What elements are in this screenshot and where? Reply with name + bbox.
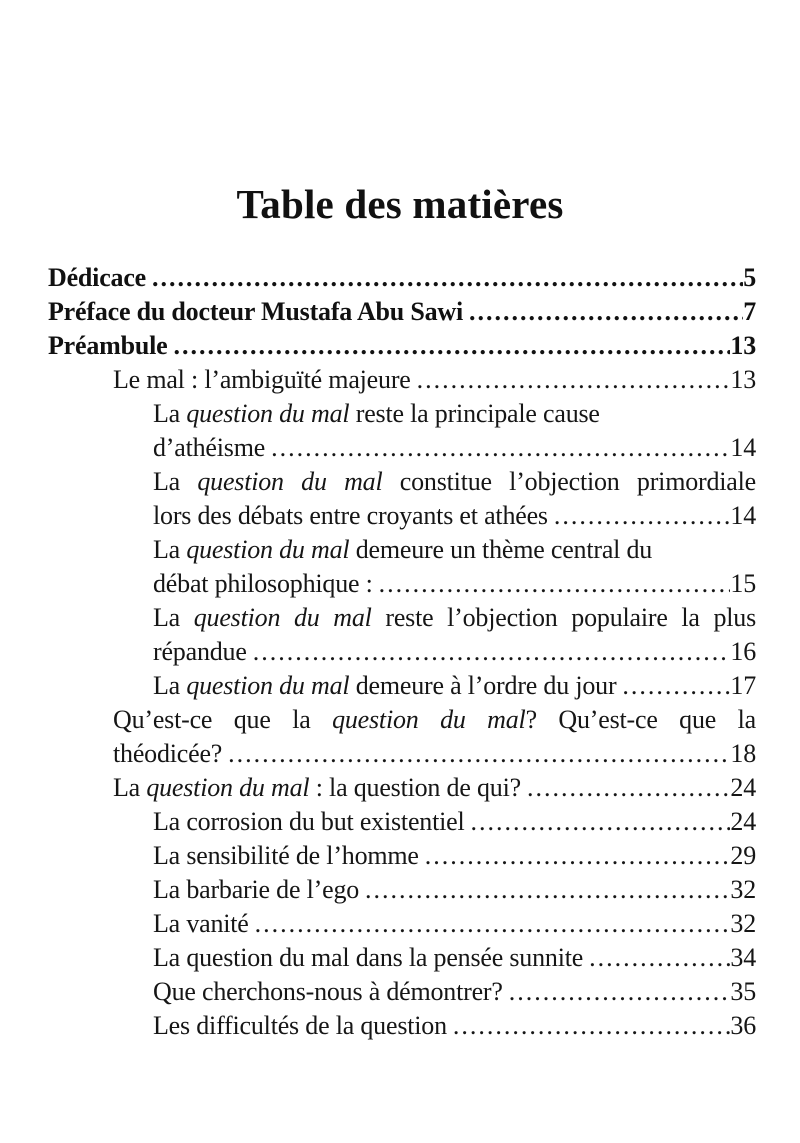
toc-line-text: répandue bbox=[153, 637, 247, 666]
toc-line-text: lors des débats entre croyants et athées bbox=[153, 501, 548, 530]
page-title: Table des matières bbox=[236, 181, 564, 228]
toc-line-text: Que cherchons-nous à démontrer? bbox=[153, 977, 503, 1006]
toc-entry bbox=[48, 771, 756, 805]
dot-leader bbox=[527, 771, 730, 805]
dot-leader bbox=[622, 669, 730, 703]
dot-leader bbox=[255, 907, 731, 941]
dot-leader bbox=[253, 635, 731, 669]
toc-entry bbox=[48, 329, 756, 363]
toc-line: La question du mal reste l’objection populaire la plus bbox=[153, 603, 756, 632]
toc-line bbox=[113, 737, 756, 771]
page-number: 32 bbox=[730, 909, 756, 938]
toc-line-text: Le mal : l’ambiguïté majeure bbox=[113, 365, 411, 394]
dot-leader bbox=[471, 805, 731, 839]
toc-line-text: Préambule bbox=[48, 331, 168, 360]
toc-line: La question du mal reste la principale cause bbox=[153, 399, 600, 428]
toc-entry bbox=[48, 397, 756, 465]
dot-leader bbox=[425, 839, 731, 873]
dot-leader bbox=[271, 431, 730, 465]
toc-line-text: Dédicace bbox=[48, 263, 147, 292]
toc-line bbox=[153, 907, 756, 941]
dot-leader bbox=[589, 941, 730, 975]
toc-line bbox=[153, 975, 756, 1009]
toc-line bbox=[48, 261, 756, 295]
toc-line-text: La question du mal demeure à l’ordre du jour bbox=[153, 671, 617, 700]
toc-entry bbox=[48, 533, 756, 601]
toc-line bbox=[153, 1009, 756, 1043]
page-number: 24 bbox=[730, 807, 756, 836]
toc-line-text: théodicée? bbox=[113, 739, 223, 768]
toc-entry bbox=[48, 363, 756, 397]
page-number: 29 bbox=[730, 841, 756, 870]
dot-leader bbox=[417, 363, 731, 397]
page-number: 24 bbox=[730, 773, 756, 802]
table-of-contents bbox=[48, 261, 756, 1043]
dot-leader bbox=[152, 261, 743, 295]
toc-line bbox=[153, 499, 756, 533]
dot-leader bbox=[379, 567, 731, 601]
toc-line bbox=[153, 805, 756, 839]
page-number: 14 bbox=[730, 501, 756, 530]
page-number: 7 bbox=[743, 297, 756, 326]
page-number: 13 bbox=[730, 365, 756, 394]
toc-line bbox=[153, 635, 756, 669]
toc-entry bbox=[48, 805, 756, 839]
page-number: 17 bbox=[730, 671, 756, 700]
toc-entry bbox=[48, 261, 756, 295]
dot-leader bbox=[228, 737, 730, 771]
toc-entry bbox=[48, 873, 756, 907]
toc-line bbox=[153, 941, 756, 975]
toc-entry bbox=[48, 295, 756, 329]
toc-entry bbox=[48, 839, 756, 873]
toc-entry bbox=[48, 1009, 756, 1043]
toc-line bbox=[113, 771, 756, 805]
toc-entry bbox=[48, 907, 756, 941]
toc-line-text: La question du mal : la question de qui? bbox=[113, 773, 521, 802]
dot-leader bbox=[453, 1009, 731, 1043]
toc-line-text: Les difficultés de la question bbox=[153, 1011, 447, 1040]
toc-line-text: d’athéisme bbox=[153, 433, 266, 462]
dot-leader bbox=[174, 329, 731, 363]
dot-leader bbox=[365, 873, 730, 907]
toc-line bbox=[153, 567, 756, 601]
toc-line-text: La barbarie de l’ego bbox=[153, 875, 360, 904]
toc-entry bbox=[48, 669, 756, 703]
toc-line bbox=[153, 873, 756, 907]
toc-line: La question du mal demeure un thème central du bbox=[153, 535, 653, 564]
toc-entry bbox=[48, 601, 756, 669]
toc-line: Qu’est-ce que la question du mal? Qu’est-ce que la bbox=[113, 705, 756, 734]
toc-line-text: La question du mal dans la pensée sunnite bbox=[153, 943, 584, 972]
page-number: 5 bbox=[743, 263, 756, 292]
page-number: 15 bbox=[730, 569, 756, 598]
page-number: 32 bbox=[730, 875, 756, 904]
page-number: 34 bbox=[730, 943, 756, 972]
toc-line bbox=[153, 431, 756, 465]
toc-line bbox=[113, 363, 756, 397]
toc-line bbox=[153, 839, 756, 873]
page-number: 14 bbox=[730, 433, 756, 462]
toc-entry bbox=[48, 941, 756, 975]
page-number: 18 bbox=[730, 739, 756, 768]
toc-line: La question du mal constitue l’objection primordiale bbox=[153, 467, 757, 496]
page-number: 16 bbox=[730, 637, 756, 666]
toc-line bbox=[48, 329, 756, 363]
dot-leader bbox=[554, 499, 731, 533]
dot-leader bbox=[469, 295, 743, 329]
toc-line bbox=[153, 669, 756, 703]
toc-line bbox=[48, 295, 756, 329]
page-number: 35 bbox=[730, 977, 756, 1006]
toc-line-text: La sensibilité de l’homme bbox=[153, 841, 419, 870]
toc-entry bbox=[48, 703, 756, 771]
toc-line-text: La corrosion du but existentiel bbox=[153, 807, 465, 836]
page-number: 36 bbox=[730, 1011, 756, 1040]
dot-leader bbox=[509, 975, 731, 1009]
toc-line-text: La vanité bbox=[153, 909, 249, 938]
page-number: 13 bbox=[730, 331, 756, 360]
toc-line-text: Préface du docteur Mustafa Abu Sawi bbox=[48, 297, 464, 326]
toc-line-text: débat philosophique : bbox=[153, 569, 373, 598]
toc-entry bbox=[48, 465, 756, 533]
toc-entry bbox=[48, 975, 756, 1009]
